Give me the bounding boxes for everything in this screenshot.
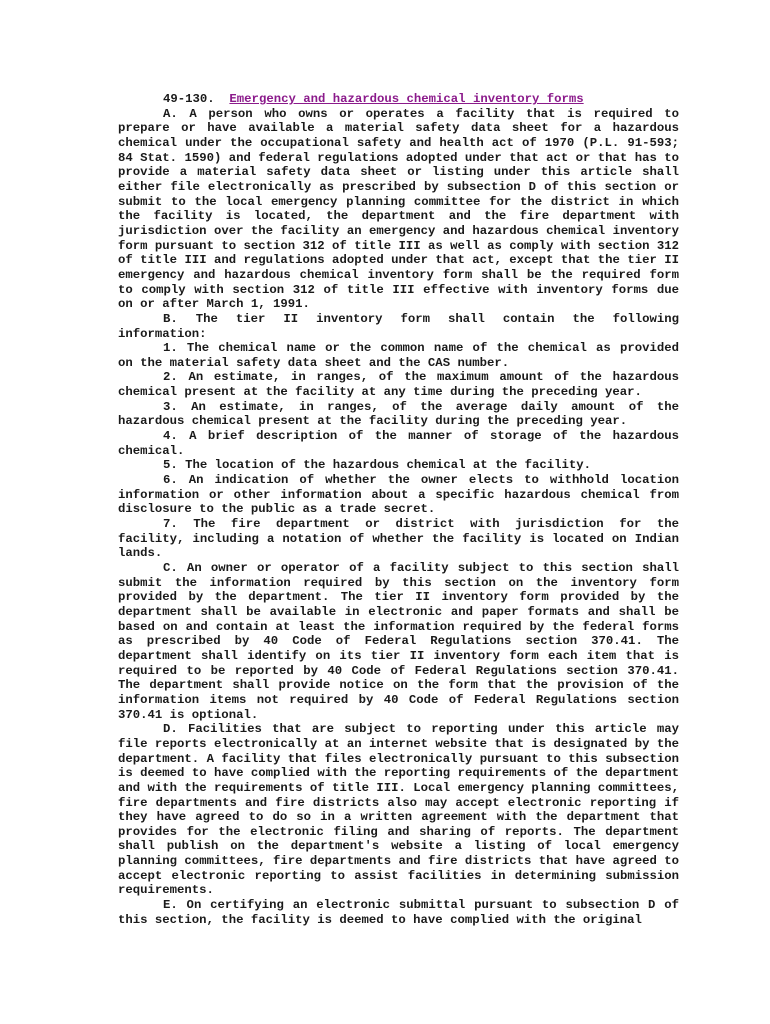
paragraph-a: A. A person who owns or operates a facility that is required to prepare or have available a material safety data sheet for a hazardous chemical under the occupational safety and health act of 1970 (P.L. 91-593; 84 Stat. 1590) and federal regulations adopted under that act or that has to provide a material safety data sheet or listing under this article shall either file electronically as prescribed by subsection D of this section or submit to the local emergency planning committee for the district in which the facility is located, the department and the fire department with jurisdiction over the facility an emergency and hazardous chemical inventory form pursuant to section 312 of title III as well as comply with section 312 of title III and regulations adopted under that act, except that the tier II emergency and hazardous chemical inventory form shall be the required form to comply with section 312 of title III effective with inventory forms due on or after March 1, 1991. <box>118 106 679 312</box>
section-title: Emergency and hazardous chemical inventory forms <box>229 92 584 106</box>
document-page <box>118 92 679 927</box>
list-item-6: 6. An indication of whether the owner elects to withhold location information or other information about a specific hazardous chemical from disclosure to the public as a trade secret. <box>118 473 679 517</box>
list-item-7: 7. The fire department or district with jurisdiction for the facility, including a notation of whether the facility is located on Indian lands. <box>118 517 679 561</box>
section-number: 49-130. <box>163 92 215 106</box>
paragraph-e: E. On certifying an electronic submittal pursuant to subsection D of this section, the facility is deemed to have complied with the original <box>118 898 679 927</box>
list-item-4: 4. A brief description of the manner of storage of the hazardous chemical. <box>118 429 679 458</box>
paragraph-c: C. An owner or operator of a facility subject to this section shall submit the information required by this section on the inventory form provided by the department. The tier II inventory form provided by the department shall be available in electronic and paper formats and shall be based on and contain at least the information required by the federal forms as prescribed by 40 Code of Federal Regulations section 370.41. The department shall identify on its tier II inventory form each item that is required to be reported by 40 Code of Federal Regulations section 370.41. The department shall provide notice on the form that the provision of the information items not required by 40 Code of Federal Regulations section 370.41 is optional. <box>118 561 679 722</box>
list-item-1: 1. The chemical name or the common name of the chemical as provided on the material safety data sheet and the CAS number. <box>118 341 679 370</box>
paragraph-b: B. The tier II inventory form shall contain the following information: <box>118 311 679 341</box>
section-heading <box>118 92 679 107</box>
list-item-2: 2. An estimate, in ranges, of the maximum amount of the hazardous chemical present at the facility at any time during the preceding year. <box>118 370 679 400</box>
paragraph-d: D. Facilities that are subject to reporting under this article may file reports electronically at an internet website that is designated by the department. A facility that files electronically pursuant to this subsection is deemed to have complied with the reporting requirements of the department and with the requirements of title III. Local emergency planning committees, fire departments and fire districts also may accept electronic reporting if they have agreed to do so in a written agreement with the department that provides for the electronic filing and sharing of reports. The department shall publish on the department's website a listing of local emergency planning committees, fire departments and fire districts that have agreed to accept electronic reporting to assist facilities in determining submission requirements. <box>118 722 679 898</box>
list-item-5: 5. The location of the hazardous chemical at the facility. <box>163 458 592 473</box>
list-item-3: 3. An estimate, in ranges, of the average daily amount of the hazardous chemical present at the facility during the preceding year. <box>118 399 679 429</box>
